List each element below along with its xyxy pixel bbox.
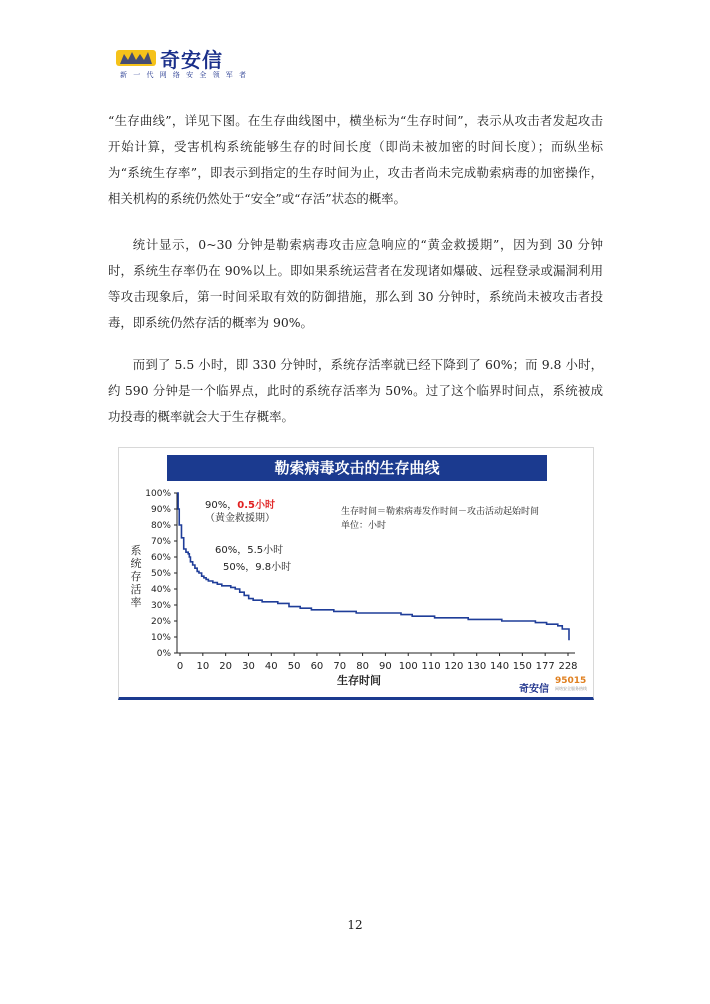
chart-watermark-logo xyxy=(519,670,585,694)
x-tick-label: 150 xyxy=(512,661,532,672)
chart-note-definition: 生存时间＝勒索病毒发作时间－攻击活动起始时间 xyxy=(341,507,540,517)
y-tick-label: 90% xyxy=(150,505,171,515)
x-tick-label: 30 xyxy=(242,661,255,672)
y-tick-label: 60% xyxy=(150,553,171,563)
logo-slogan: 新 一 代 网 络 安 全 领 军 者 xyxy=(120,71,249,79)
annotation-50-percent: 50%，9.8小时 xyxy=(223,562,292,573)
y-tick-label: 0% xyxy=(156,649,171,659)
x-tick-label: 70 xyxy=(333,661,347,672)
x-tick-label: 0 xyxy=(176,661,184,672)
annotation-golden-period: （黄金救援期） xyxy=(205,513,275,524)
chart-title: 勒索病毒攻击的生存曲线 xyxy=(167,455,547,481)
annotation-90-percent: 90%，0.5小时 xyxy=(205,500,275,511)
y-tick-label: 10% xyxy=(150,633,171,643)
survival-chart xyxy=(118,447,594,700)
x-tick-label: 140 xyxy=(489,661,510,672)
y-axis-label-char: 统 xyxy=(130,557,142,570)
x-tick-label: 60 xyxy=(310,661,324,672)
x-tick-label: 20 xyxy=(219,661,233,672)
y-tick-label: 80% xyxy=(150,521,171,531)
x-tick-label: 228 xyxy=(558,661,578,672)
y-tick-label: 40% xyxy=(150,585,171,595)
x-tick-label: 120 xyxy=(444,661,464,672)
chart-logo-name: 奇安信 xyxy=(519,684,549,695)
chart-logo-hotline: 95015 xyxy=(555,676,587,686)
logo-lion-icon xyxy=(116,46,156,68)
y-tick-label: 70% xyxy=(150,537,171,547)
x-tick-label: 80 xyxy=(356,661,369,672)
y-axis-label-char: 率 xyxy=(130,596,142,609)
y-axis-label-char: 存 xyxy=(130,570,142,583)
x-tick-label: 50 xyxy=(287,661,301,672)
x-tick-label: 40 xyxy=(264,661,278,672)
chart-note-unit: 单位：小时 xyxy=(341,521,387,531)
y-axis-label xyxy=(129,544,143,609)
page-number: 12 xyxy=(347,918,363,932)
x-tick-label: 10 xyxy=(196,661,210,672)
company-logo xyxy=(116,40,256,84)
x-tick-label: 90 xyxy=(379,661,392,672)
paragraph-survival-curve-definition: “生存曲线”，详见下图。在生存曲线图中，横坐标为“生存时间”，表示从攻击者发起攻击开始计算，受害机构系统能够生存的时间长度（即尚未被加密的时间长度）；而纵坐标为“系统生存率”，即表示到指定的生存时间为止，攻击者尚未完成勒索病毒的加密操作，相关机构的系统仍然处于“安全”或“存活”状态的概率。 xyxy=(108,113,603,206)
y-axis-label-char: 系 xyxy=(130,544,142,557)
x-tick-label: 100 xyxy=(398,661,418,672)
y-tick-label: 20% xyxy=(150,617,171,627)
y-tick-label: 50% xyxy=(150,569,171,579)
paragraph-golden-rescue-period: 统计显示，0~30 分钟是勒索病毒攻击应急响应的“黄金救援期”，因为到 30 分钟时，系统生存率仍在 90%以上。即如果系统运营者在发现诸如爆破、远程登录或漏洞利用等攻击现象后，第一时间采取有效的防御措施，那么到 30 分钟时，系统尚未被攻击者投毒，即系统仍然存活的概率为 90%。 xyxy=(108,237,603,330)
x-tick-label: 177 xyxy=(535,661,555,672)
y-axis-label-char: 活 xyxy=(130,583,142,596)
paragraph-critical-point: 而到了 5.5 小时，即 330 分钟时，系统存活率就已经下降到了 60%；而 9.8 小时，约 590 分钟是一个临界点，此时的系统存活率为 50%。过了这个临界时间点，系统被成功投毒的概率就会大于生存概率。 xyxy=(108,357,603,424)
x-tick-label: 110 xyxy=(421,661,441,672)
logo-name: 奇安信 xyxy=(160,48,223,72)
annotation-60-percent: 60%，5.5小时 xyxy=(215,545,284,556)
x-axis-label: 生存时间 xyxy=(337,674,381,687)
chart-logo-subtitle: 网络安全服务热线 xyxy=(555,686,587,691)
chart-plot xyxy=(119,448,595,701)
y-tick-label: 100% xyxy=(145,489,171,499)
y-tick-label: 30% xyxy=(150,601,171,611)
x-tick-label: 130 xyxy=(467,661,487,672)
